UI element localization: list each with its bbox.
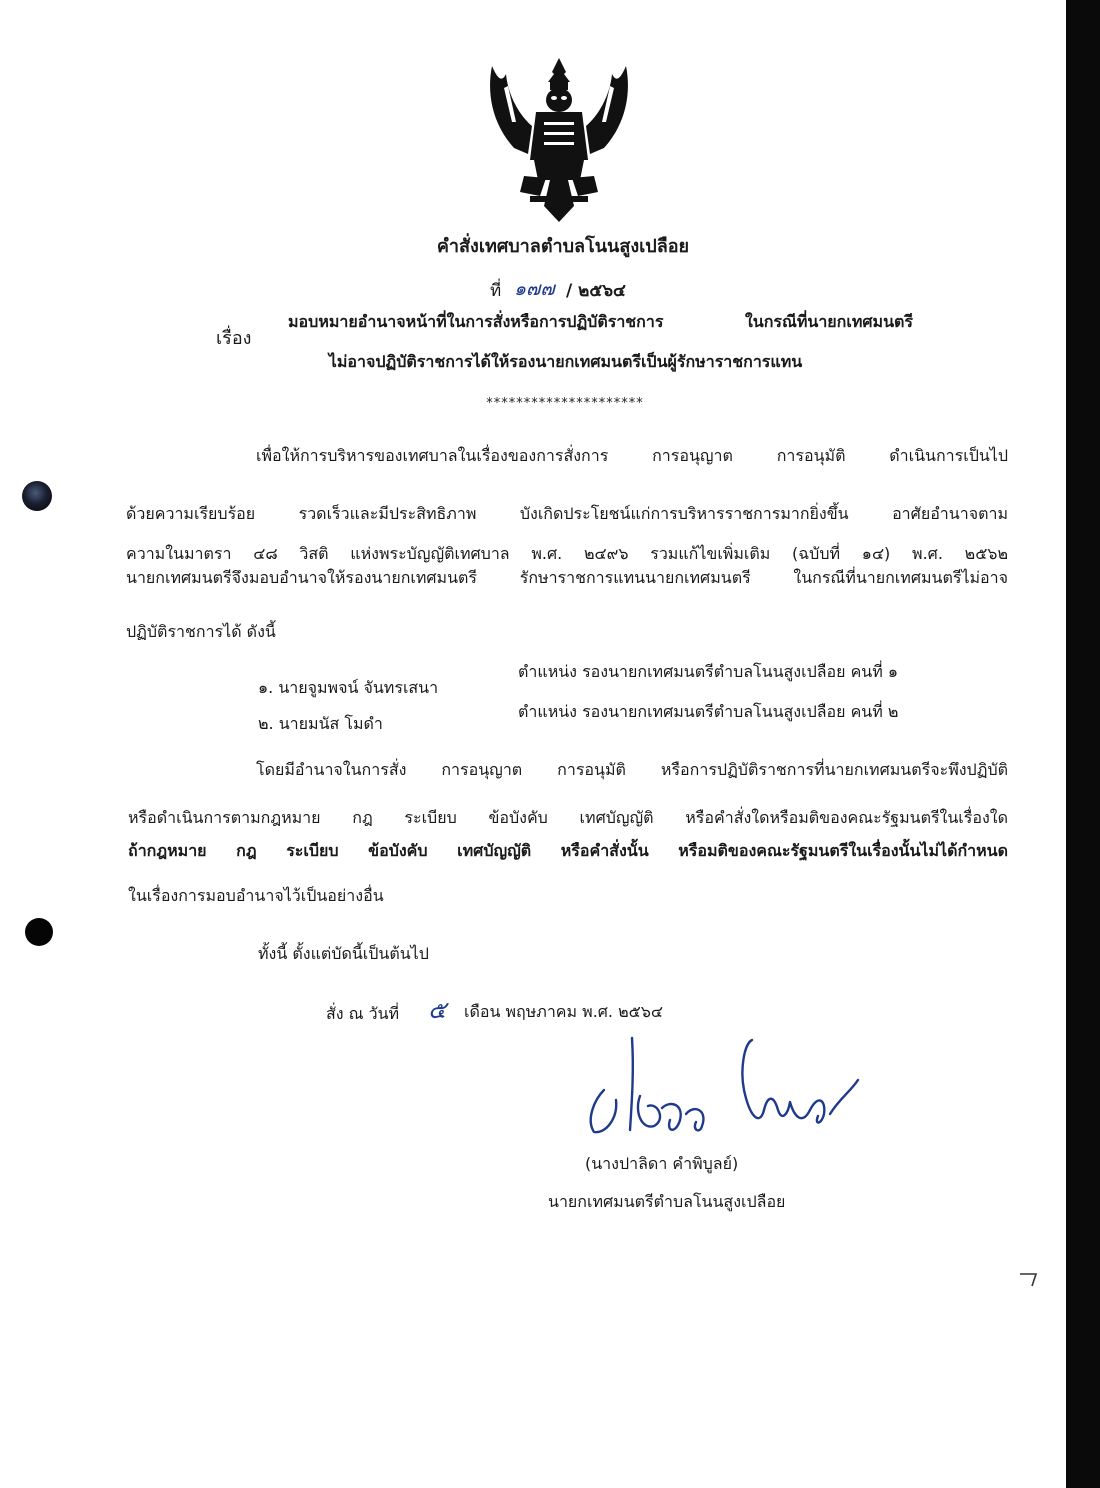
deputy-2-name: ๒. นายมนัส โมดำ	[258, 714, 383, 733]
effective-statement: ทั้งนี้ ตั้งแต่บัดนี้เป็นต้นไป	[258, 944, 429, 963]
date-suffix: เดือน พฤษภาคม พ.ศ. ๒๕๖๔	[464, 1002, 664, 1021]
deputy-1-name: ๑. นายจูมพจน์ จันทรเสนา	[258, 678, 439, 697]
para2-line-1: โดยมีอำนาจในการสั่ง การอนุญาต การอนุมัติ หรือการปฏิบัติราชการที่นายกเทศมนตรีจะพึงปฏิบัติ	[256, 760, 1008, 779]
subject-line-1: มอบหมายอำนาจหน้าที่ในการสั่งหรือการปฏิบัติราชการ ในกรณีที่นายกเทศมนตรี	[288, 312, 913, 331]
signer-name: (นางปาลิดา คำพิบูลย์)	[585, 1154, 739, 1173]
punch-hole-top	[22, 481, 52, 511]
date-day-handwritten: ๕	[428, 996, 447, 1024]
order-number-prefix: ที่	[490, 281, 502, 301]
para2-line-2: หรือดำเนินการตามกฎหมาย กฎ ระเบียบ ข้อบังคับ เทศบัญญัติ หรือคำสั่งใดหรือมติของคณะรัฐมนตรีในเรื่องใด	[128, 808, 1008, 827]
deputy-1-position: ตำแหน่ง รองนายกเทศมนตรีตำบลโนนสูงเปลือย คนที่ ๑	[518, 662, 899, 681]
scan-edge	[1066, 0, 1100, 1488]
corner-mark	[1018, 1270, 1040, 1290]
para1-line-5: ปฏิบัติราชการได้ ดังนี้	[126, 622, 276, 641]
para1-line-4: นายกเทศมนตรีจึงมอบอำนาจให้รองนายกเทศมนตรี รักษาราชการแทนนายกเทศมนตรี ในกรณีที่นายกเทศมนตรีไม่อาจ	[126, 568, 1008, 587]
order-title: คำสั่งเทศบาลตำบลโนนสูงเปลือย	[436, 236, 690, 257]
subject-line-2: ไม่อาจปฏิบัติราชการได้ให้รองนายกเทศมนตรีเป็นผู้รักษาราชการแทน	[328, 352, 803, 371]
subject-label: เรื่อง	[216, 328, 252, 349]
para2-line-4: ในเรื่องการมอบอำนาจไว้เป็นอย่างอื่น	[128, 886, 384, 905]
separator: *********************	[486, 396, 644, 411]
punch-hole-bottom	[25, 918, 53, 946]
garuda-emblem-icon	[484, 56, 634, 224]
order-number-year: / ๒๕๖๔	[566, 281, 626, 301]
date-prefix: สั่ง ณ วันที่	[326, 1004, 400, 1023]
para1-line-3: ความในมาตรา ๔๘ วิสติ แห่งพระบัญญัติเทศบาล พ.ศ. ๒๔๙๖ รวมแก้ไขเพิ่มเติม (ฉบับที่ ๑๔) พ.ศ. ๒๕๖๒	[126, 544, 1008, 563]
para1-line-2: ด้วยความเรียบร้อย รวดเร็วและมีประสิทธิภาพ บังเกิดประโยชน์แก่การบริหารราชการมากยิ่งขึ้น อาศัยอำนาจตาม	[126, 504, 1008, 523]
para2-line-3: ถ้ากฎหมาย กฎ ระเบียบ ข้อบังคับ เทศบัญญัติ หรือคำสั่งนั้น หรือมติของคณะรัฐมนตรีในเรื่องนั้นไม่ได้กำหนด	[128, 841, 1008, 860]
para1-line-1: เพื่อให้การบริหารของเทศบาลในเรื่องของการสั่งการ การอนุญาต การอนุมัติ ดำเนินการเป็นไป	[256, 446, 1008, 465]
signature-icon	[574, 1030, 874, 1160]
deputy-2-position: ตำแหน่ง รองนายกเทศมนตรีตำบลโนนสูงเปลือย คนที่ ๒	[518, 702, 899, 721]
signer-title: นายกเทศมนตรีตำบลโนนสูงเปลือย	[548, 1192, 786, 1211]
order-number-handwritten: ๑๗๗	[514, 278, 555, 300]
